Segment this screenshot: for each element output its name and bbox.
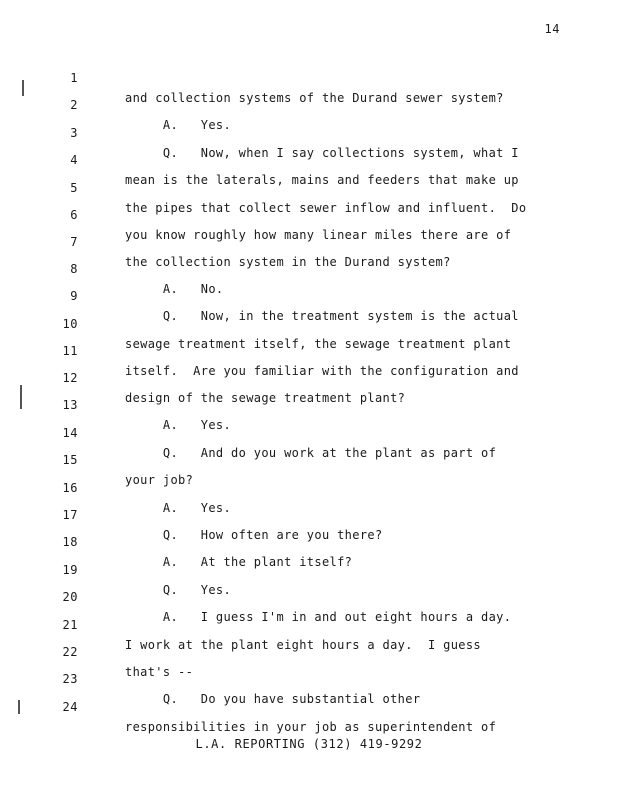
line-text: Q. Do you have substantial other <box>125 692 421 706</box>
line-text: Q. And do you work at the plant as part of <box>125 446 497 460</box>
line-number: 16 <box>62 481 78 495</box>
line-number: 6 <box>70 208 78 222</box>
line-text: Q. How often are you there? <box>125 528 383 542</box>
line-number: 10 <box>62 317 78 331</box>
line-number: 13 <box>62 398 78 412</box>
line-text: that's -- <box>125 665 194 679</box>
line-number: 21 <box>62 618 78 632</box>
line-number: 1 <box>70 71 78 85</box>
line-text: your job? <box>125 473 194 487</box>
line-text: sewage treatment itself, the sewage treatment plant <box>125 337 512 351</box>
line-number: 23 <box>62 672 78 686</box>
line-number: 9 <box>70 289 78 303</box>
scan-mark <box>18 700 20 714</box>
line-text: and collection systems of the Durand sewer system? <box>125 91 504 105</box>
line-text: A. Yes. <box>125 118 232 132</box>
line-number: 12 <box>62 371 78 385</box>
line-number: 7 <box>70 235 78 249</box>
line-number: 20 <box>62 590 78 604</box>
line-number: 22 <box>62 645 78 659</box>
transcript-line <box>0 48 600 105</box>
line-number: 18 <box>62 535 78 549</box>
line-text: A. I guess I'm in and out eight hours a day. <box>125 610 512 624</box>
line-text: A. Yes. <box>125 501 232 515</box>
line-text: responsibilities in your job as superintendent of <box>125 720 497 734</box>
line-number: 2 <box>70 98 78 112</box>
reporter-footer: L.A. REPORTING (312) 419-9292 <box>195 737 423 751</box>
line-text: Q. Yes. <box>125 583 232 597</box>
scan-mark <box>20 385 22 409</box>
line-number: 5 <box>70 181 78 195</box>
line-text: design of the sewage treatment plant? <box>125 391 406 405</box>
line-text: A. No. <box>125 282 224 296</box>
line-text: the collection system in the Durand system? <box>125 255 451 269</box>
line-number: 17 <box>62 508 78 522</box>
line-number: 15 <box>62 453 78 467</box>
line-number: 8 <box>70 262 78 276</box>
line-text: mean is the laterals, mains and feeders that make up <box>125 173 519 187</box>
line-text: A. At the plant itself? <box>125 555 353 569</box>
line-text: Q. Now, when I say collections system, what I <box>125 146 519 160</box>
line-number: 14 <box>62 426 78 440</box>
line-text: Q. Now, in the treatment system is the actual <box>125 309 519 323</box>
line-text: the pipes that collect sewer inflow and influent. Do <box>125 201 527 215</box>
line-number: 4 <box>70 153 78 167</box>
line-text: you know roughly how many linear miles there are of <box>125 228 512 242</box>
line-text: itself. Are you familiar with the configuration and <box>125 364 519 378</box>
line-text: A. Yes. <box>125 418 232 432</box>
line-text: I work at the plant eight hours a day. I guess <box>125 638 482 652</box>
scan-mark <box>22 80 24 96</box>
page-number: 14 <box>544 22 560 36</box>
line-number: 24 <box>62 700 78 714</box>
line-number: 19 <box>62 563 78 577</box>
line-number: 3 <box>70 126 78 140</box>
line-number: 11 <box>62 344 78 358</box>
